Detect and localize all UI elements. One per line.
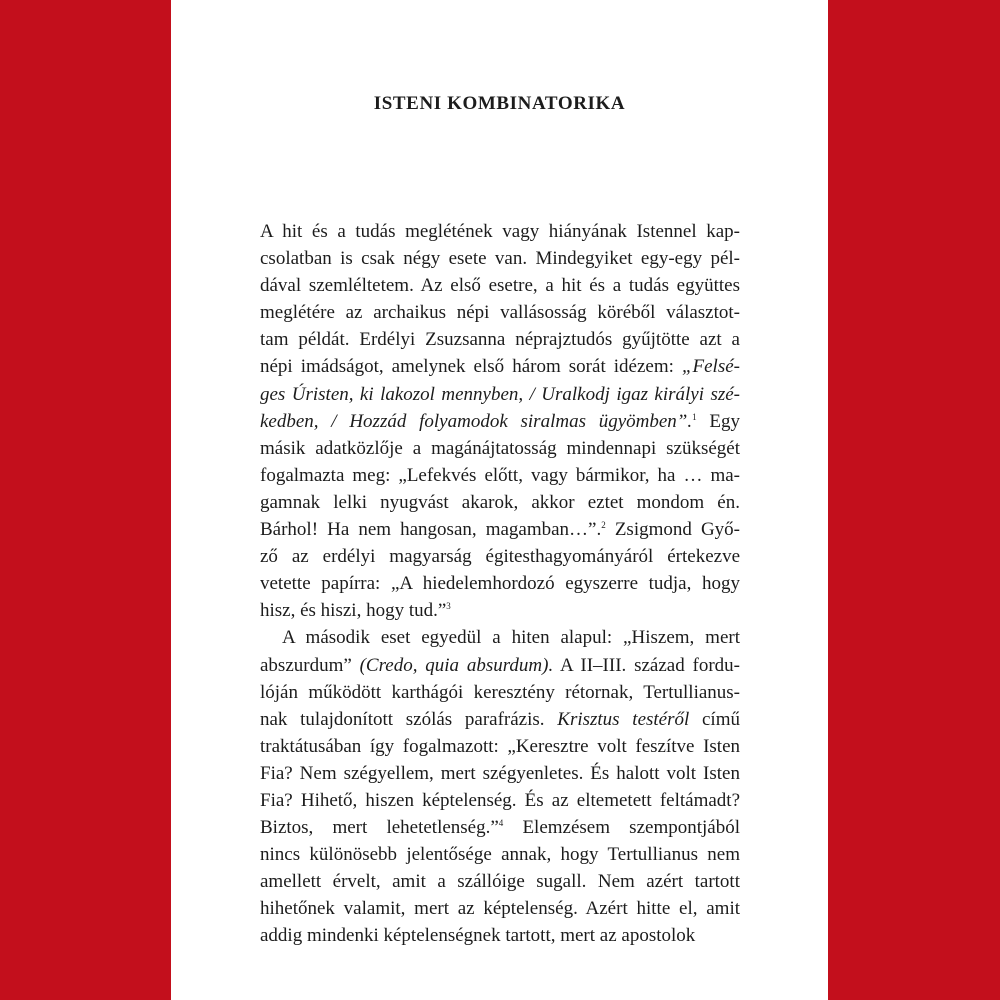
text-run: hisz, és hiszi, hogy tud.” <box>260 600 447 622</box>
text-run: amellett érvelt, amit a szállóige sugall. Nem azért tartott <box>260 871 740 893</box>
text-line <box>260 922 740 949</box>
footnote-marker: 2 <box>601 520 606 531</box>
text-line <box>260 841 740 868</box>
text-run: gamnak lelki nyugvást akarok, akkor eztet mondom én. <box>260 491 740 513</box>
body-text <box>260 218 740 950</box>
book-page <box>171 0 828 1000</box>
text-line <box>260 381 740 408</box>
text-run: A II–III. század fordu- <box>553 654 740 676</box>
text-run: abszurdum” <box>260 654 360 676</box>
text-run: nincs különösebb jelentősége annak, hogy Tertullianus nem <box>260 844 740 866</box>
text-run: Egy <box>696 410 740 432</box>
text-line <box>260 787 740 814</box>
text-run: Fia? Hihető, hiszen képtelenség. És az eltemetett feltámadt? <box>260 789 740 811</box>
text-run: meglétére az archaikus népi vallásosság köréből választot- <box>260 302 740 324</box>
text-line <box>260 895 740 922</box>
text-line <box>260 760 740 787</box>
footnote-marker: 1 <box>692 411 697 422</box>
text-run: A második eset egyedül a hiten alapul: „Hiszem, mert <box>282 627 740 649</box>
text-line <box>260 245 740 272</box>
text-line <box>260 299 740 326</box>
text-run: Bárhol! Ha nem hangosan, magamban…”. <box>260 519 602 541</box>
text-line <box>260 353 740 380</box>
text-run: Elemzésem szempontjából <box>503 817 740 839</box>
text-line <box>260 543 740 570</box>
text-run: Biztos, mert lehetetlenség.” <box>260 817 499 839</box>
text-run: hihetőnek valamit, mert az képtelenség. Azért hitte el, amit <box>260 898 740 920</box>
text-run: című <box>689 708 740 730</box>
text-run: addig mindenki képtelenségnek tartott, mert az apostolok <box>260 925 696 947</box>
text-run: tam példát. Erdélyi Zsuzsanna néprajztudós gyűjtötte azt a <box>260 329 740 351</box>
text-run: dával szemléltetem. Az első esetre, a hit és a tudás együttes <box>260 275 740 297</box>
text-run: ző az erdélyi magyarság égitesthagyományáról értekezve <box>260 546 740 568</box>
text-line <box>260 733 740 760</box>
text-line <box>260 814 740 841</box>
text-run: csolatban is csak négy esete van. Mindegyiket egy-egy pél- <box>260 248 740 270</box>
text-line <box>260 272 740 299</box>
text-run: A hit és a tudás meglétének vagy hiányának Istennel kap- <box>260 221 740 242</box>
italic-text: (Credo, quia absurdum). <box>359 654 554 676</box>
paragraph <box>260 624 740 949</box>
text-run: traktátusában így fogalmazott: „Keresztre volt feszítve Isten <box>260 735 740 757</box>
text-run: lóján működött karthágói keresztény rétornak, Tertullianus- <box>260 681 740 703</box>
text-run: Zsigmond Győ- <box>605 519 740 541</box>
italic-text: „Felsé- <box>681 356 740 378</box>
text-run: fogalmazta meg: „Lefekvés előtt, vagy bármikor, ha … ma- <box>260 464 740 486</box>
text-line <box>260 435 740 462</box>
running-head: ISTENI KOMBINATORIKA <box>373 93 626 114</box>
text-run: Fia? Nem szégyellem, mert szégyenletes. És halott volt Isten <box>260 762 740 784</box>
text-run: vetette papírra: „A hiedelemhordozó egyszerre tudja, hogy <box>260 573 740 595</box>
text-run: másik adatközlője a magánájtatosság mindennapi szükségét <box>260 437 740 459</box>
text-line <box>260 624 740 651</box>
paragraph <box>260 218 740 624</box>
text-line <box>260 408 740 435</box>
italic-text: kedben, / Hozzád folyamodok siralmas ügyömben”. <box>260 410 693 432</box>
text-line <box>260 652 740 679</box>
text-line <box>260 218 740 245</box>
text-line <box>260 462 740 489</box>
text-line <box>260 489 740 516</box>
text-line <box>260 516 740 543</box>
footnote-marker: 3 <box>446 601 451 612</box>
text-line <box>260 597 740 624</box>
text-run: nak tulajdonított szólás parafrázis. <box>260 708 558 730</box>
text-line <box>260 706 740 733</box>
italic-text: Krisztus testéről <box>557 708 690 730</box>
text-run: népi imádságot, amelynek első három sorát idézem: <box>260 356 682 378</box>
italic-text: ges Úristen, ki lakozol mennyben, / Uralkodj igaz királyi szé- <box>260 383 740 405</box>
text-line <box>260 570 740 597</box>
footnote-marker: 4 <box>498 818 504 829</box>
text-line <box>260 868 740 895</box>
text-line <box>260 326 740 353</box>
text-line <box>260 679 740 706</box>
